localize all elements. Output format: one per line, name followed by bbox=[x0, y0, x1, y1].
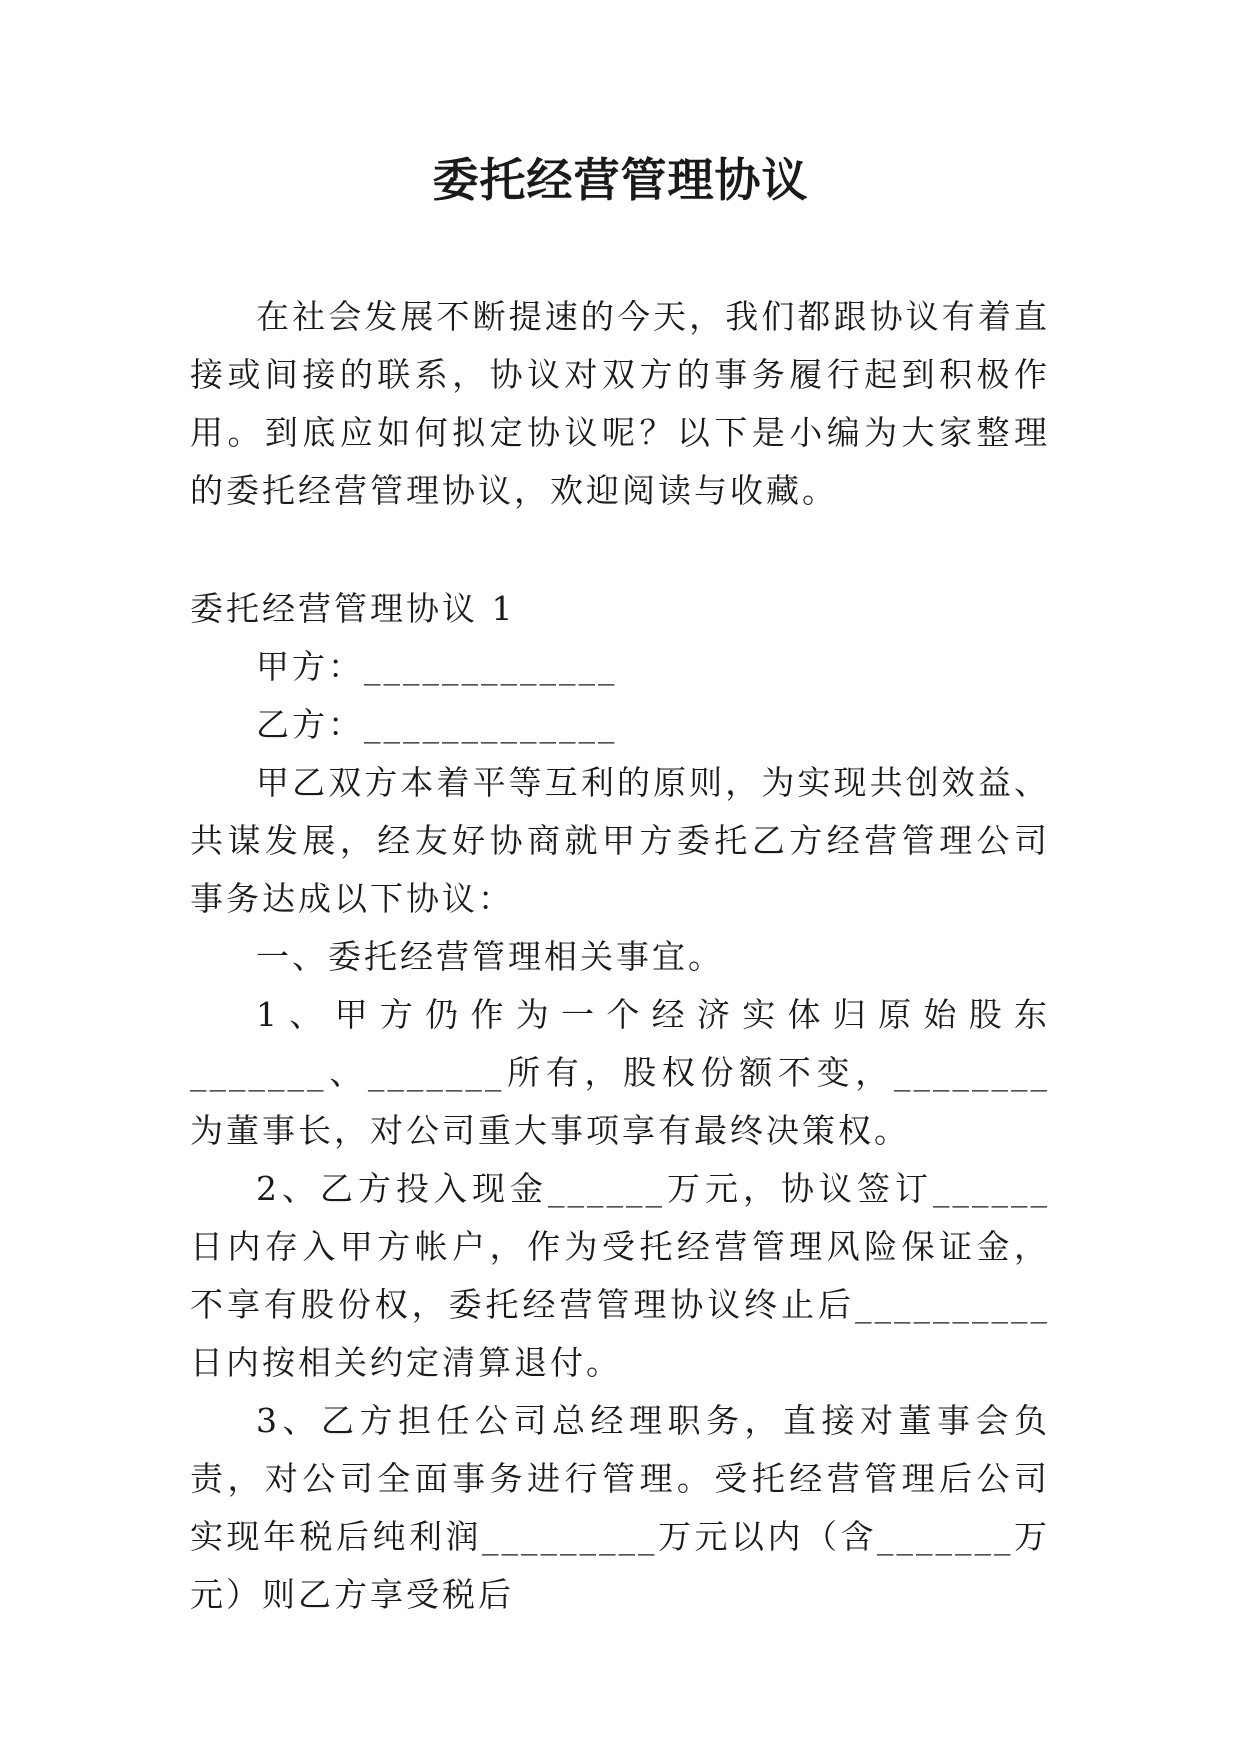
party-a-block bbox=[190, 638, 1050, 696]
main-clauses bbox=[190, 754, 1050, 1624]
clause-1: 1、甲方仍作为一个经济实体归原始股东_______、_______所有，股权份额不变，________为董事长，对公司重大事项享有最终决策权。 bbox=[190, 995, 1050, 1150]
section-heading-block bbox=[190, 580, 1050, 638]
preamble-paragraph: 甲乙双方本着平等互利的原则，为实现共创效益、共谋发展，经友好协商就甲方委托乙方经营管理公司事务达成以下协议： bbox=[190, 763, 1050, 918]
document-title: 委托经营管理协议 bbox=[432, 153, 809, 207]
intro-paragraph: 在社会发展不断提速的今天，我们都跟协议有着直接或间接的联系，协议对双方的事务履行起到积极作用。到底应如何拟定协议呢？以下是小编为大家整理的委托经营管理协议，欢迎阅读与收藏。 bbox=[190, 297, 1050, 510]
clause-heading-1: 一、委托经营管理相关事宜。 bbox=[256, 937, 724, 976]
clause-3: 3、乙方担任公司总经理职务，直接对董事会负责，对公司全面事务进行管理。受托经营管理后公司实现年税后纯利润_________万元以内（含_______万元）则乙方享受税后 bbox=[190, 1401, 1050, 1614]
clause-2: 2、乙方投入现金______万元，协议签订______日内存入甲方帐户，作为受托经营管理风险保证金，不享有股份权，委托经营管理协议终止后__________日内按相关约定清算退付。 bbox=[190, 1169, 1050, 1382]
party-b-line: 乙方：_____________ bbox=[256, 705, 618, 744]
party-b-block bbox=[190, 696, 1050, 754]
section-heading: 委托经营管理协议 1 bbox=[190, 589, 516, 628]
intro-block bbox=[190, 288, 1050, 520]
party-a-line: 甲方：_____________ bbox=[256, 647, 618, 686]
